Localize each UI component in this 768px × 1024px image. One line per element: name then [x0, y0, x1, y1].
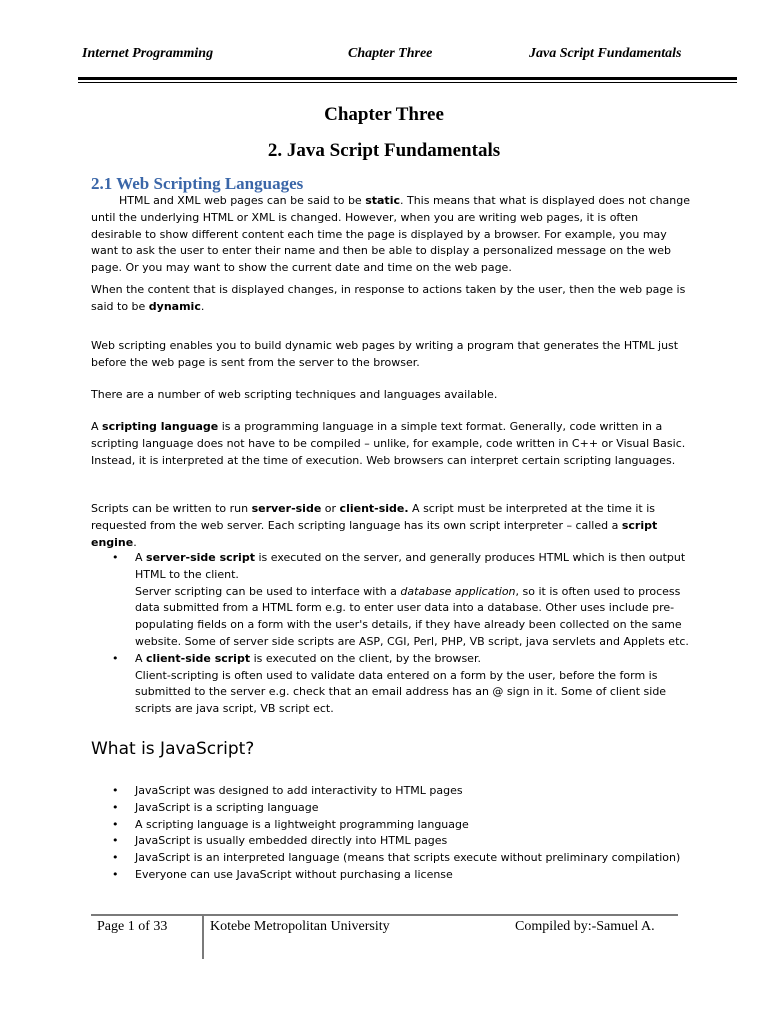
p6-script-engine-term: script engine — [91, 518, 658, 549]
bullet-dot: • — [112, 851, 119, 865]
database-application-term: database application — [400, 584, 516, 598]
footer-rule — [91, 914, 678, 916]
list-item-text: JavaScript is an interpreted language (means that scripts execute without preliminary compilation) — [135, 851, 681, 865]
chapter-subtitle: 2. Java Script Fundamentals — [267, 140, 501, 161]
bullet-dot: • — [112, 817, 119, 831]
p2-text-a: When the content that is displayed changes, in response to actions taken by the user, then the web page is said to be — [91, 283, 686, 313]
p2-dynamic-term: dynamic — [148, 299, 201, 313]
chapter-title: Chapter Three — [324, 104, 444, 125]
p6-text-g: . — [133, 535, 137, 549]
list-item-client-side — [91, 651, 691, 718]
section-heading: 2.1 Web Scripting Languages — [91, 174, 304, 193]
p6-server-side-term: server-side — [251, 502, 322, 515]
client-text-c: is executed on the client, by the browser. — [250, 651, 481, 665]
p6-client-side-term: client-side. — [339, 502, 409, 515]
p6-text-c: or — [321, 502, 340, 515]
list-item-text: JavaScript was designed to add interactivity to HTML pages — [135, 784, 463, 797]
bullet-dot: • — [112, 834, 119, 848]
list-item — [91, 867, 691, 884]
list-item-server-side — [91, 550, 691, 651]
p1-static-term: static — [365, 194, 400, 207]
client-text-a: A — [135, 651, 147, 665]
list-item-text: JavaScript is usually embedded directly into HTML pages — [135, 834, 448, 848]
server-text-d: Server scripting can be used to interface with a — [135, 584, 401, 598]
server-text-c: is executed on the server, and generally produces HTML which is then output HTML to the client. — [135, 551, 686, 581]
footer-page-number: Page 1 of 33 — [97, 919, 168, 934]
server-text-f: , so it is often used to process data submitted from a HTML form e.g. to enter user data into a database. Other uses include pre-populating fields on a form with the user's details, if they have already been collected on the same website. Some of server side scripts are ASP, CGI, Perl, PHP, VB script, java servlets and Applets etc. — [135, 584, 689, 648]
footer-compiled-by: Compiled by:-Samuel A. — [515, 919, 655, 934]
javascript-facts-list — [91, 783, 691, 884]
header-course-title: Internet Programming — [82, 46, 214, 61]
server-side-script-term: server-side script — [146, 551, 255, 564]
paragraph-dynamic-pages — [91, 282, 691, 316]
paragraph-techniques: There are a number of web scripting techniques and languages available. — [91, 388, 498, 401]
header-rule-thin — [78, 82, 737, 83]
footer-institution: Kotebe Metropolitan University — [210, 919, 390, 934]
list-item-text: Everyone can use JavaScript without purchasing a license — [135, 867, 453, 881]
list-item — [91, 833, 691, 850]
p6-text-e: A script must be interpreted at the time it is requested from the web server. Each scripting language has its own script interpreter – called a — [91, 502, 656, 532]
header-chapter: Chapter Three — [348, 46, 433, 61]
bullet-dot: • — [112, 784, 119, 797]
list-item — [91, 817, 691, 834]
header-rule-thick — [78, 77, 737, 80]
p6-text-a: Scripts can be written to run — [91, 502, 252, 515]
bullet-dot: • — [112, 867, 119, 881]
bullet-dot: • — [112, 651, 119, 665]
list-item-text: JavaScript is a scripting language — [135, 800, 319, 814]
list-item — [91, 783, 691, 800]
p5-scripting-language-term: scripting language — [102, 420, 219, 433]
p5-text-a: A — [91, 420, 103, 433]
p2-text-c: . — [200, 299, 205, 313]
footer-divider — [202, 914, 204, 959]
list-item-text: A scripting language is a lightweight programming language — [135, 817, 469, 831]
paragraph-web-scripting: Web scripting enables you to build dynamic web pages by writing a program that generates the HTML just before the web page is sent from the server to the browser. — [91, 339, 679, 369]
client-text-d: Client-scripting is often used to validate data entered on a form by the user, before the form is submitted to the server e.g. check that an email address has an @ sign in it. Some of client side scripts are java script, VB script ect. — [135, 668, 667, 716]
bullet-dot: • — [112, 551, 119, 564]
javascript-heading: What is JavaScript? — [91, 739, 255, 759]
paragraph-scripting-language — [91, 419, 691, 469]
paragraph-static-pages — [91, 193, 691, 277]
bullet-dot: • — [112, 800, 119, 814]
script-types-list — [91, 550, 691, 718]
header-topic: Java Script Fundamentals — [529, 46, 682, 61]
p1-text-c: . This means that what is displayed does not change until the underlying HTML or XML is changed. However, when you are writing web pages, it is often desirable to show different content each time the page is displayed by a browser. For example, you may want to ask the user to enter their name and then be able to display a personalized message on the web page. Or you may want to show the current date and time on the web page. — [91, 194, 691, 275]
p1-text-a: HTML and XML web pages can be said to be — [119, 194, 366, 207]
client-side-script-term: client-side script — [146, 651, 251, 665]
list-item — [91, 800, 691, 817]
paragraph-server-client — [91, 501, 691, 551]
p5-text-c: is a programming language in a simple text format. Generally, code written in a scripting language does not have to be compiled – unlike, for example, code written in C++ or Visual Basic. Instead, it is interpreted at the time of execution. Web browsers can interpret certain scripting languages. — [91, 420, 686, 467]
server-text-a: A — [135, 551, 147, 564]
list-item — [91, 850, 691, 867]
